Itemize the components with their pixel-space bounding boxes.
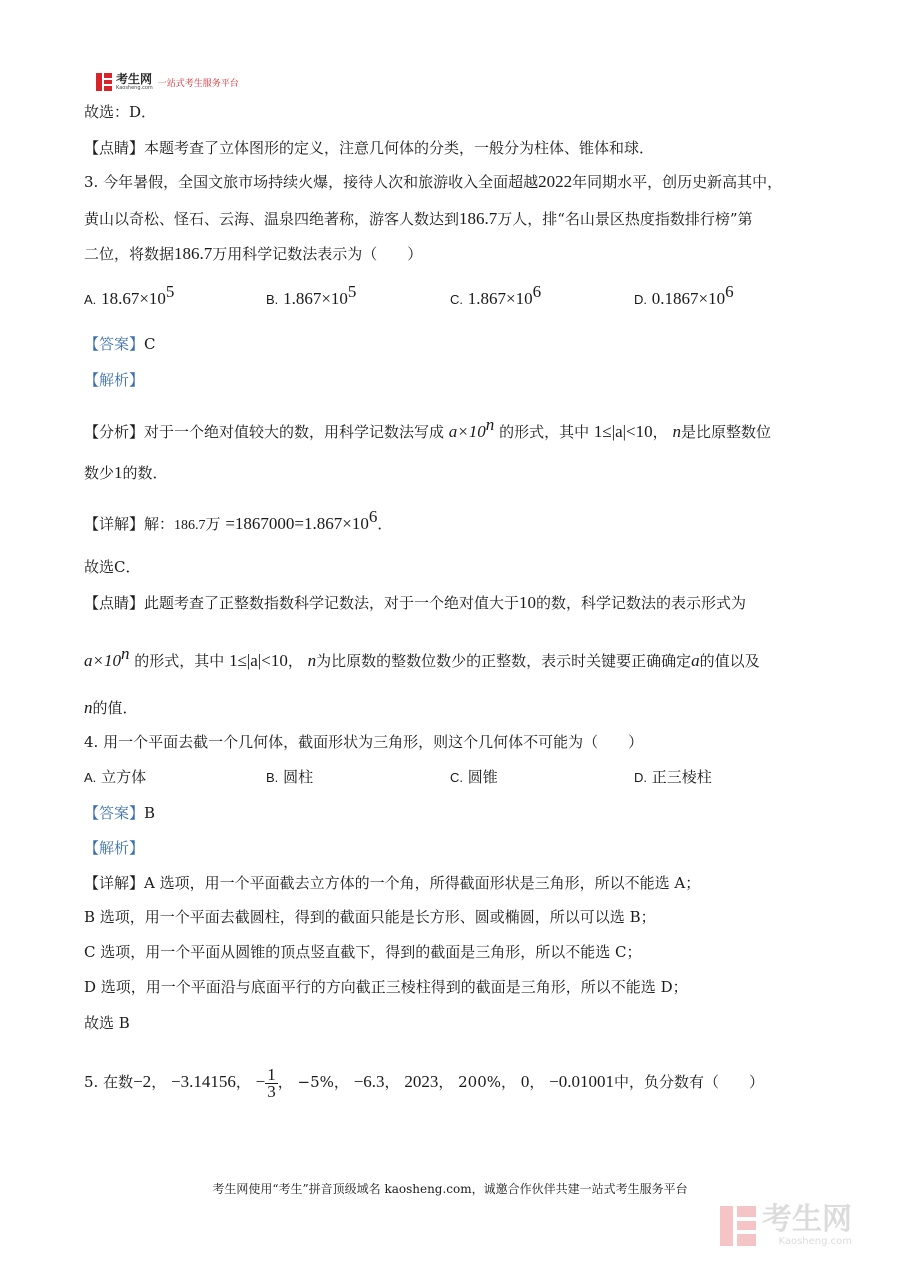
analysis-tag: 【解析】 bbox=[84, 371, 145, 389]
choice-line: 故选C． bbox=[84, 558, 141, 576]
detail-line-2: B 选项，用一个平面去截圆柱，得到的截面只能是长方形、圆或椭圆，所以可以选 B； bbox=[84, 908, 656, 926]
option-a: A. 立方体 bbox=[84, 768, 147, 786]
kaosheng-watermark-icon bbox=[720, 1206, 756, 1246]
remark-line-3: n的值． bbox=[84, 698, 138, 717]
answer-value: B bbox=[144, 804, 156, 822]
analysis-line-2: 数少1的数． bbox=[84, 463, 168, 482]
question-3-line-2: 黄山以奇松、怪石、云海、温泉四绝著称，游客人数达到186.7万人，排“名山景区热度指数排行榜”第 bbox=[84, 209, 753, 228]
footer-text: 考生网使用“考生”拼音顶级域名 kaosheng.com，诚邀合作伙伴共建一站式考生服务平台 bbox=[212, 1182, 688, 1196]
kaosheng-logo-icon bbox=[96, 73, 112, 91]
text-line: 【点睛】本题考查了立体图形的定义，注意几何体的分类，一般分为柱体、锥体和球． bbox=[84, 139, 655, 157]
answer-line bbox=[84, 802, 155, 824]
option-d: D. $0.1867\times 10^6$ bbox=[634, 282, 734, 308]
option-c: C. 圆锥 bbox=[450, 768, 498, 786]
detail-line-1: 【详解】A 选项，用一个平面截去立方体的一个角，所得截面形状是三角形，所以不能选 A； bbox=[84, 874, 701, 892]
remark-line-2: $a\times 10^n$ 的形式，其中 1≤|a|<10， n为比原数的整数位数少的正整数，表示时关键要正确确定a的值以及 bbox=[84, 644, 760, 670]
analysis-tag: 【解析】 bbox=[84, 839, 145, 857]
answer-tag: 【答案】 bbox=[84, 335, 145, 353]
header-logo bbox=[96, 72, 239, 92]
watermark bbox=[720, 1202, 852, 1247]
detail-line-4: D 选项，用一个平面沿与底面平行的方向截正三棱柱得到的截面是三角形，所以不能选 D； bbox=[84, 978, 688, 996]
option-b: B. 圆柱 bbox=[266, 768, 314, 786]
watermark-domain: Kaosheng.com bbox=[778, 1236, 852, 1247]
answer-value: C bbox=[144, 335, 156, 353]
logo-name: 考生网 bbox=[116, 72, 153, 86]
watermark-name: 考生网 bbox=[762, 1202, 852, 1237]
question-4-line-1: 4. 用一个平面去截一个几何体，截面形状为三角形，则这个几何体不可能为（ ） bbox=[84, 733, 644, 751]
question-3-line-3: 二位，将数据186.7万用科学记数法表示为（ ） bbox=[84, 244, 423, 263]
detail-line: 【详解】解：186.7万 $=1867000=1.867\times 10^6$． bbox=[84, 507, 393, 533]
option-b: B. $1.867\times 10^5$ bbox=[266, 282, 357, 308]
option-d: D. 正三棱柱 bbox=[634, 768, 712, 786]
logo-slogan: 一站式考生服务平台 bbox=[157, 78, 239, 89]
choice-line: 故选 B bbox=[84, 1014, 130, 1032]
option-c: C. $1.867\times 10^6$ bbox=[450, 282, 542, 308]
question-5-line-1: 5. 在数−2， −3.14156， − $\frac{1}{3}$ ， −5%， −6.3， 2023， 200%， 0， −0.01001中，负分数有（ ） bbox=[84, 1064, 764, 1101]
question-3-line-1: 3. 今年暑假，全国文旅市场持续火爆，接待人次和旅游收入全面超越2022年同期水平，创历史新高其中， bbox=[84, 172, 783, 191]
analysis-line-1: 【分析】对于一个绝对值较大的数，用科学记数法写成 $a\times 10^n$ 的形式，其中 1≤|a|<10， n是比原整数位 bbox=[84, 415, 771, 441]
text-line: 故选：D． bbox=[84, 103, 157, 121]
remark-line-1: 【点睛】此题考查了正整数指数科学记数法，对于一个绝对值大于10的数，科学记数法的表示形式为 bbox=[84, 593, 747, 612]
answer-tag: 【答案】 bbox=[84, 804, 145, 822]
answer-line bbox=[84, 333, 156, 355]
option-a: A. $18.67\times 10^5$ bbox=[84, 282, 175, 308]
detail-line-3: C 选项，用一个平面从圆锥的顶点竖直截下，得到的截面是三角形，所以不能选 C； bbox=[84, 943, 642, 961]
logo-domain: Kaosheng.com bbox=[116, 85, 153, 91]
fraction: $\frac{1}{3}$ bbox=[267, 1064, 276, 1101]
